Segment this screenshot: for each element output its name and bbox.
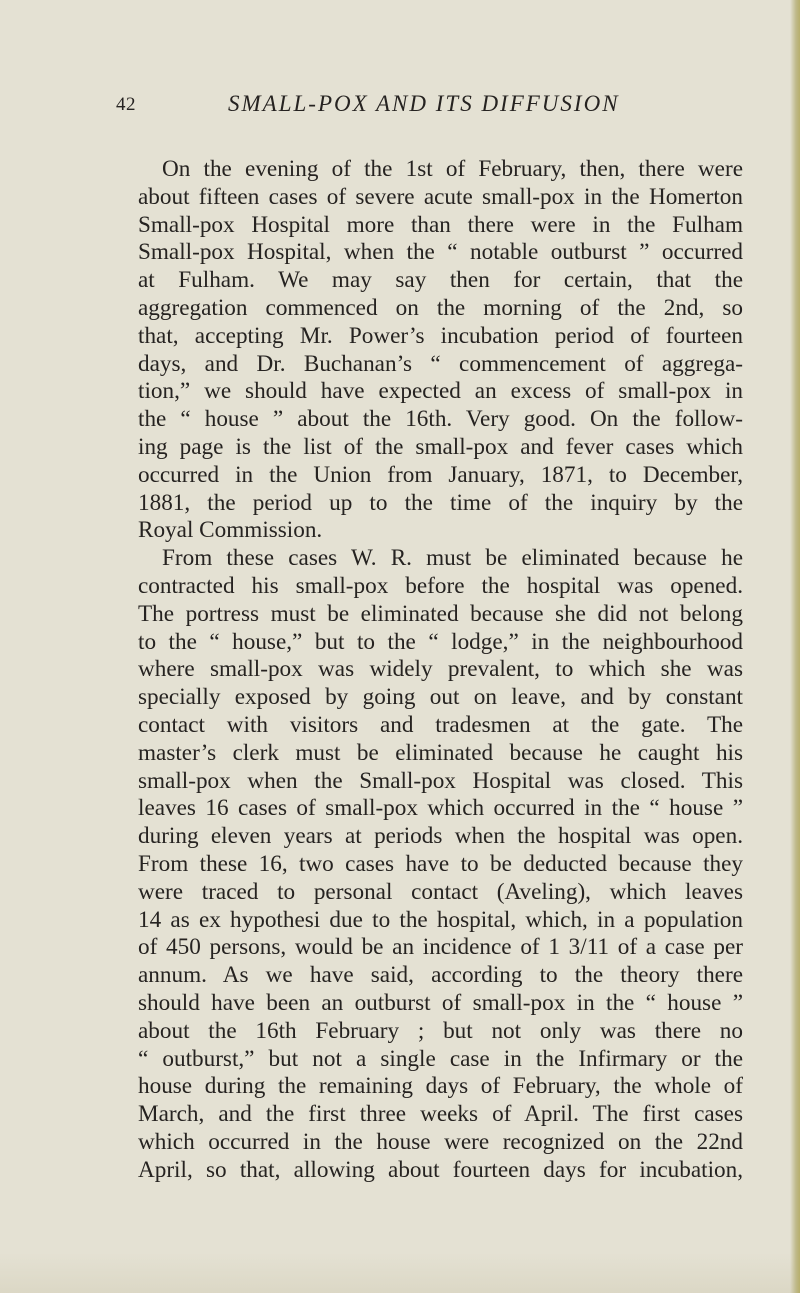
text-line: tion,” we should have expected an excess of small-pox in (138, 378, 743, 405)
text-line: which occurred in the house were recognized on the 22nd (138, 1128, 743, 1155)
text-line: “ outburst,” but not a single case in the Infirmary or the (138, 1045, 743, 1072)
text-line: were traced to personal contact (Aveling), which leaves (138, 878, 743, 905)
text-line: April, so that, allowing about fourteen days for incubation, (138, 1156, 743, 1183)
text-line: the “ house ” about the 16th. Very good. On the follow- (138, 406, 743, 433)
page-edge-right (790, 0, 800, 1293)
text-line: about the 16th February ; but not only was there no (138, 1017, 743, 1044)
text-line: The portress must be eliminated because she did not belong (138, 600, 743, 627)
text-line: annum. As we have said, according to the theory there (138, 962, 743, 989)
text-line: during eleven years at periods when the hospital was open. (138, 823, 743, 850)
text-line: should have been an outburst of small-pox in the “ house ” (138, 989, 743, 1016)
text-line: contact with visitors and tradesmen at the gate. The (138, 711, 743, 738)
text-line: occurred in the Union from January, 1871, to December, (138, 461, 743, 488)
text-line: small-pox when the Small-pox Hospital was closed. This (138, 767, 743, 794)
text-line: ing page is the list of the small-pox and fever cases which (138, 433, 743, 460)
text-line: of 450 persons, would be an incidence of 1 3/11 of a case per (138, 934, 743, 961)
text-line: master’s clerk must be eliminated because he caught his (138, 739, 743, 766)
text-line: at Fulham. We may say then for certain, that the (138, 267, 743, 294)
text-line: 14 as ex hypothesi due to the hospital, which, in a population (138, 906, 743, 933)
text-line: days, and Dr. Buchanan’s “ commencement of aggrega- (138, 350, 743, 377)
text-line: about fifteen cases of severe acute small-pox in the Homerton (138, 183, 743, 210)
text-line: where small-pox was widely prevalent, to which she was (138, 656, 743, 683)
page-number: 42 (116, 94, 136, 115)
running-head: SMALL-POX AND ITS DIFFUSION (228, 91, 620, 116)
text-line: March, and the first three weeks of April. The first cases (138, 1101, 743, 1128)
text-line: Royal Commission. (138, 517, 323, 544)
text-line: specially exposed by going out on leave, and by constant (138, 684, 743, 711)
text-line: On the evening of the 1st of February, then, there were (162, 156, 743, 182)
page-shadow-bottom (0, 1253, 800, 1293)
text-line: that, accepting Mr. Power’s incubation period of fourteen (138, 322, 743, 349)
text-line: aggregation commenced on the morning of the 2nd, so (138, 294, 743, 321)
text-line: From these 16, two cases have to be deducted because they (138, 850, 743, 877)
text-line: Small-pox Hospital more than there were in the Fulham (138, 211, 743, 238)
text-line: contracted his small-pox before the hospital was opened. (138, 572, 743, 599)
text-line: Small-pox Hospital, when the “ notable outburst ” occurred (138, 239, 743, 266)
text-line: house during the remaining days of February, the whole of (138, 1073, 743, 1100)
text-line: leaves 16 cases of small-pox which occurred in the “ house ” (138, 795, 743, 822)
text-line: From these cases W. R. must be eliminated because he (162, 545, 743, 572)
body-text (138, 156, 743, 1184)
text-line: to the “ house,” but to the “ lodge,” in the neighbourhood (138, 628, 743, 655)
text-line: 1881, the period up to the time of the inquiry by the (138, 489, 743, 516)
